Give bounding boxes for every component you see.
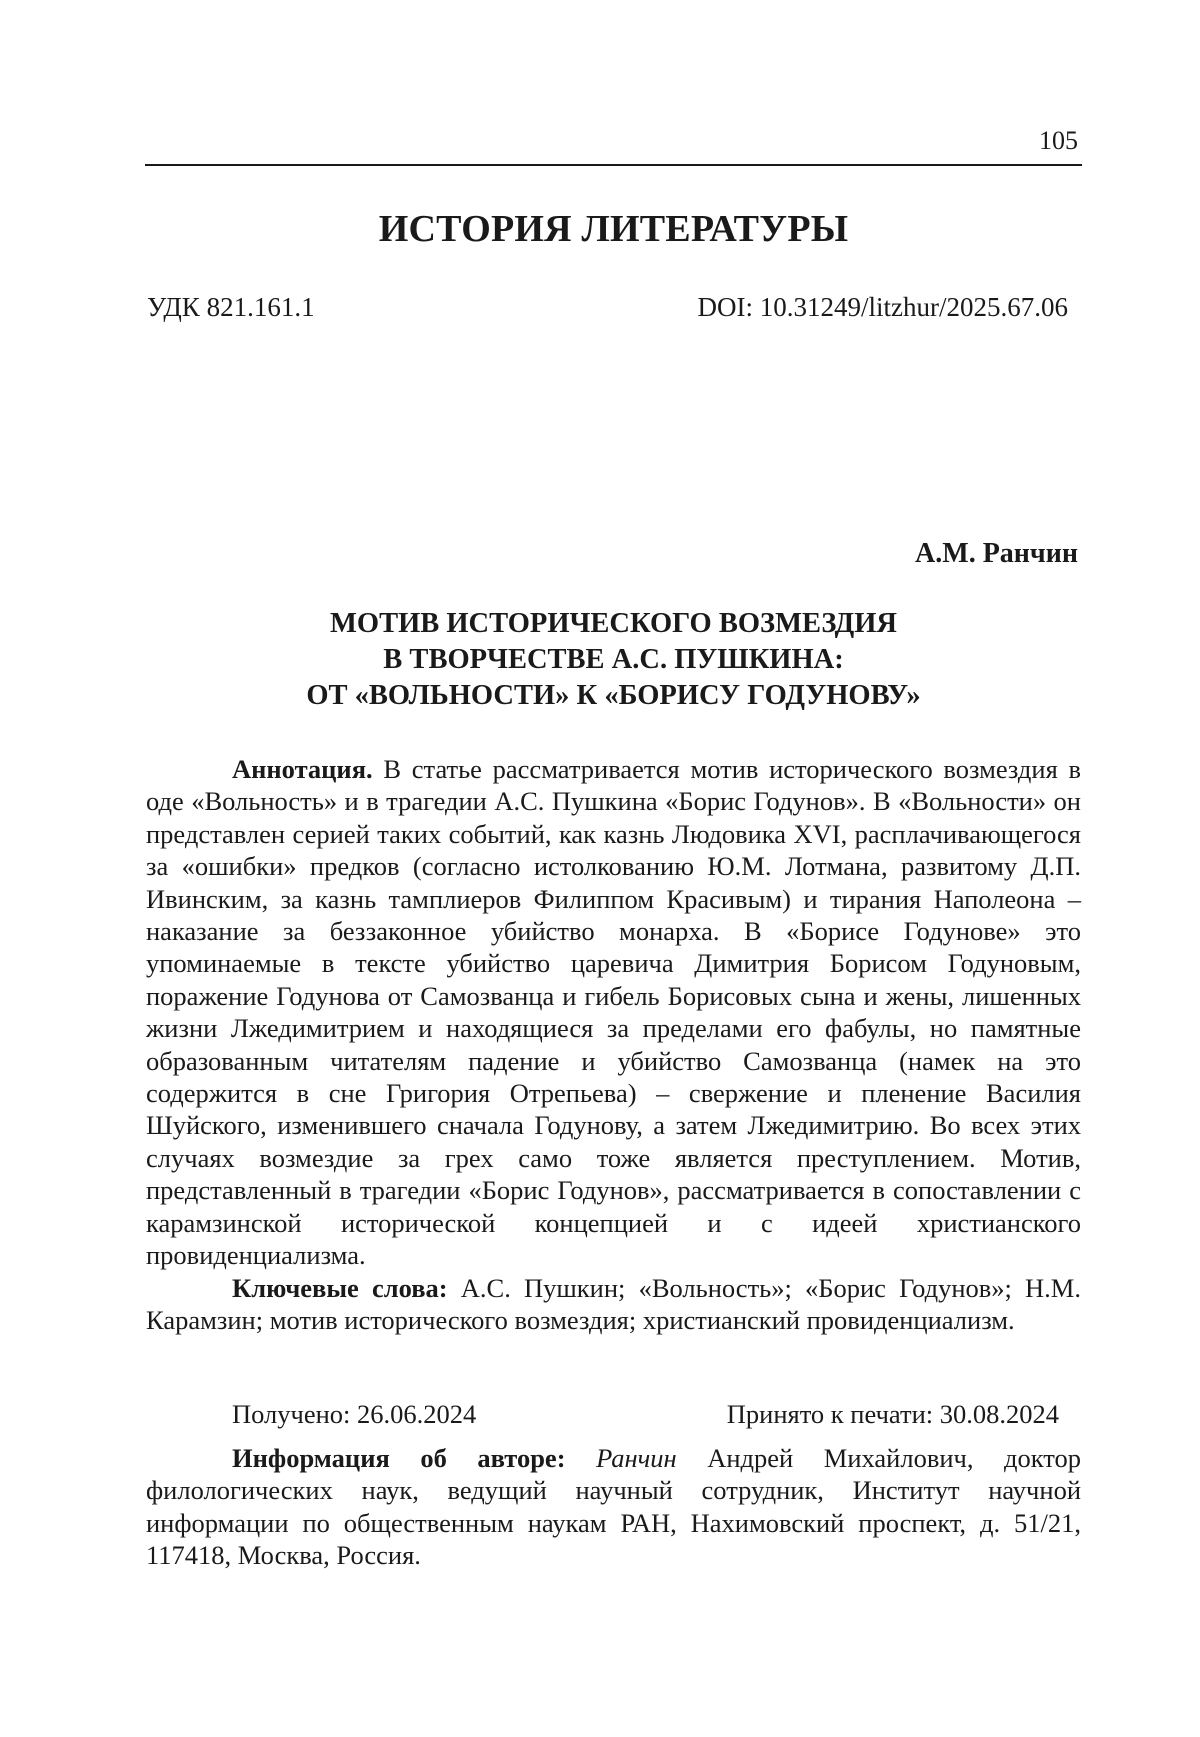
article-title — [145, 606, 1082, 714]
abstract-text: В статье рассматривается мотив исторического возмездия в оде «Вольность» и в трагедии А.С. Пушкина «Борис Годунов». В «Вольности» он представлен серией таких событий, как казнь Людовика XVI, расплачивающегося за «ошибки» предков (согласно истолкованию Ю.М. Лотмана, развитому Д.П. Ивинским, за казнь тамплиеров Филиппом Красивым) и тирания Наполеона – наказание за беззаконное убийство монарха. В «Борисе Годунове» это упоминаемые в тексте убийство царевича Димитрия Борисом Годуновым, поражение Годунова от Самозванца и гибель Борисовых сына и жены, лишенных жизни Лжедимитрием и находящиеся за пределами его фабулы, но памятные образованным читателям падение и убийство Самозванца (намек на это содержится в сне Григория Отрепьева) – свержение и пленение Василия Шуйского, изменившего сначала Годунову, а затем Лжедимитрию. Во всех этих случаях возмездие за грех само тоже является преступлением. Мотив, представленный в трагедии «Борис Годунов», рассматривается в сопоставлении с карамзинской исторической концепцией и с идеей христианского провиденциализма. — [146, 754, 1081, 1271]
article-title-line: ОТ «ВОЛЬНОСТИ» К «БОРИСУ ГОДУНОВУ» — [306, 680, 921, 711]
abstract-label: Аннотация. — [232, 754, 373, 784]
section-title: ИСТОРИЯ ЛИТЕРАТУРЫ — [378, 208, 849, 250]
doi: DOI: 10.31249/litzhur/2025.67.06 — [697, 292, 1068, 322]
date-accepted: Принято к печати: 30.08.2024 — [726, 1399, 1059, 1429]
keywords-paragraph — [146, 1272, 1081, 1337]
abstract-paragraph — [146, 753, 1081, 1272]
date-received: Получено: 26.06.2024 — [232, 1399, 477, 1429]
header-rule — [145, 164, 1082, 166]
author-name: А.М. Ранчин — [915, 538, 1078, 569]
abstract-section — [146, 753, 1081, 1336]
author-info-paragraph — [146, 1442, 1081, 1572]
article-title-line: В ТВОРЧЕСТВЕ А.С. ПУШКИНА: — [383, 644, 844, 675]
author-info-surname: Ранчин — [596, 1443, 677, 1473]
article-title-line: МОТИВ ИСТОРИЧЕСКОГО ВОЗМЕЗДИЯ — [330, 608, 897, 639]
page-number: 105 — [1039, 126, 1078, 155]
keywords-text: А.С. Пушкин; «Вольность»; «Борис Годунов»; Н.М. Карамзин; мотив исторического возмездия; христианский провиденциализм. — [146, 1272, 1081, 1335]
author-info-text: Андрей Михайлович, доктор филологических наук, ведущий научный сотрудник, Институт научной информации по общественным наукам РАН, Нахимовский проспект, д. 51/21, 117418, Москва, Россия. — [146, 1443, 1082, 1571]
udk-code: УДК 821.161.1 — [147, 292, 315, 322]
author-info-section — [146, 1442, 1081, 1572]
author-info-label: Информация об авторе: — [232, 1443, 566, 1473]
keywords-label: Ключевые слова: — [232, 1272, 448, 1303]
